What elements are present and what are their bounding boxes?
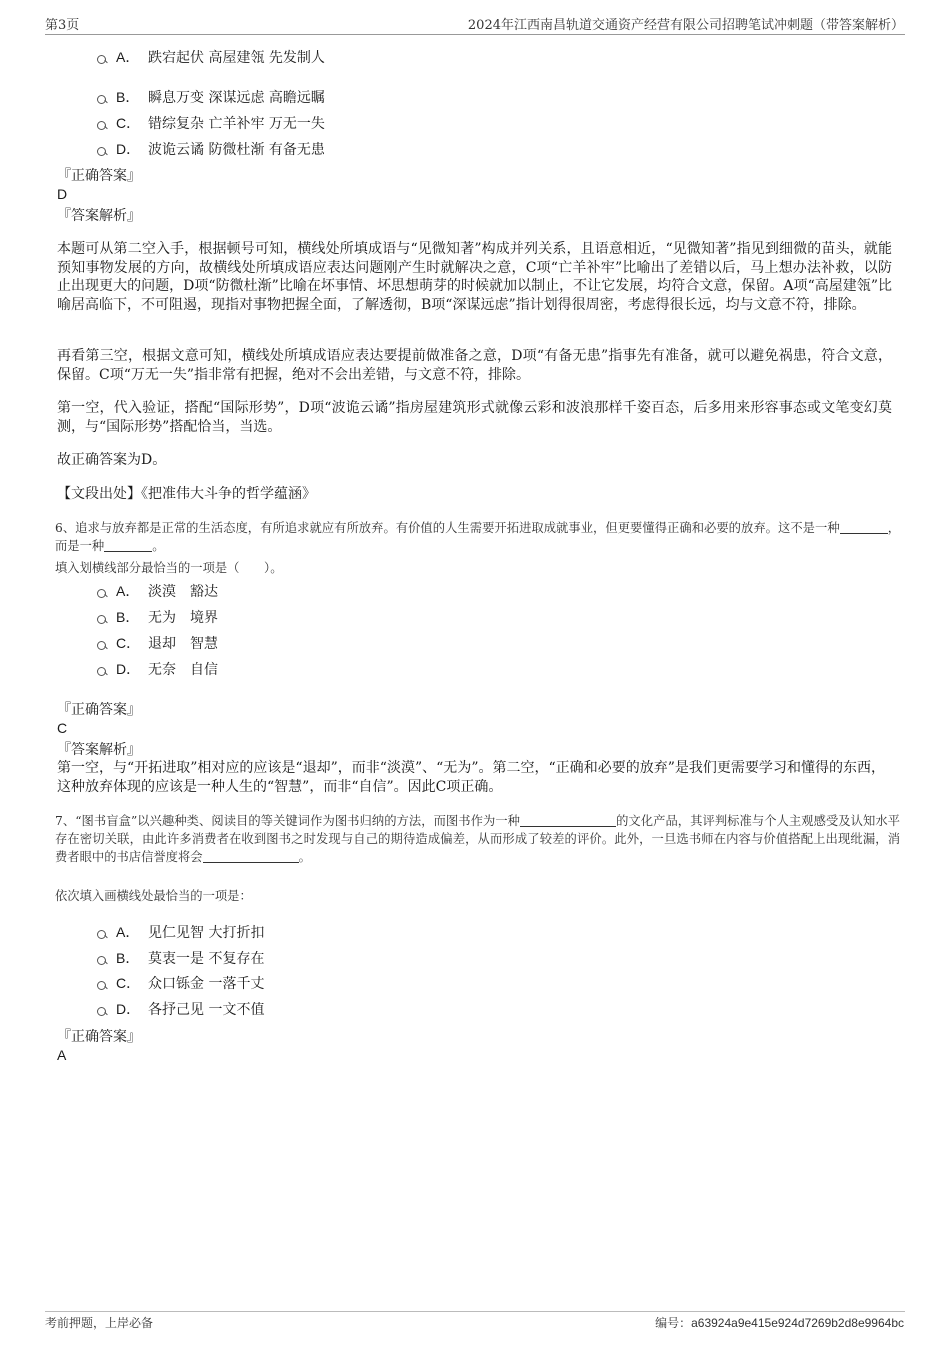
radio-icon[interactable] — [97, 589, 106, 598]
radio-icon[interactable] — [97, 147, 106, 156]
q7-option-a[interactable]: A． 见仁见智 大打折扣 — [97, 922, 264, 943]
q5-analysis-paragraph-3: 第一空，代入验证，搭配“国际形势”，D项“波诡云谲”指房屋建筑形式就像云彩和波浪那样千姿百态，后多用来形容事态或文笔变幻莫测，与“国际形势”搭配恰当，当选。 — [57, 400, 892, 435]
q5-option-b[interactable]: B． 瞬息万变 深谋远虑 高瞻远瞩 — [97, 87, 325, 108]
blank-line — [840, 521, 888, 534]
q5-answer-label: 『正确答案』 — [57, 168, 141, 184]
radio-icon[interactable] — [97, 930, 106, 939]
radio-icon[interactable] — [97, 667, 106, 676]
q6-stem: 6、追求与放弃都是正常的生活态度，有所追求就应有所放弃。有价值的人生需要开拓进取成就事业，但更要懂得正确和必要的放弃。这不是一种 ，而是一种 。 — [55, 521, 900, 553]
q5-source: 【文段出处】《把准伟大斗争的哲学蕴涵》 — [57, 486, 316, 502]
q7-stem: 7、“图书盲盒”以兴趣种类、阅读目的等关键词作为图书归纳的方法，而图书作为一种 的文化产品，其评判标准与个人主观感受及认知水平存在密切关联，由此许多消费者在收到图书之时发现与自己的期待造成偏差，从而形成了较差的评价。此外，一旦选书师在内容与价值搭配上出现纰漏，消费者眼中的书店信誉度将会 。 — [55, 814, 900, 864]
q6-option-d[interactable]: D． 无奈 自信 — [97, 659, 218, 680]
q6-option-c[interactable]: C． 退却 智慧 — [97, 633, 218, 654]
page-number: 第3页 — [45, 18, 80, 33]
q5-answer: D — [57, 186, 68, 202]
q7-answer: A — [57, 1047, 67, 1063]
radio-icon[interactable] — [97, 1007, 106, 1016]
radio-icon[interactable] — [97, 956, 106, 965]
footer-divider — [45, 1311, 905, 1312]
blank-line — [203, 850, 299, 863]
q5-analysis-paragraph-2: 再看第三空，根据文意可知，横线处所填成语应表达要提前做准备之意，D项“有备无患”指事先有准备，就可以避免祸患，符合文意，保留。C项“万无一失”指非常有把握，绝对不会出差错，与文意不符，排除。 — [57, 348, 892, 383]
q5-option-c[interactable]: C． 错综复杂 亡羊补牢 万无一失 — [97, 113, 325, 134]
blank-line — [104, 539, 152, 552]
q6-answer: C — [57, 720, 68, 736]
q6-option-a[interactable]: A． 淡漠 豁达 — [97, 581, 218, 602]
q6-analysis-label: 『答案解析』 — [57, 742, 141, 758]
q7-answer-label: 『正确答案』 — [57, 1029, 141, 1045]
q7-option-c[interactable]: C． 众口铄金 一落千丈 — [97, 973, 264, 994]
radio-icon[interactable] — [97, 55, 106, 64]
q6-analysis: 第一空，与“开拓进取”相对应的应该是“退却”，而非“淡漠”、“无为”。第二空，“正确和必要的放弃”是我们更需要学习和懂得的东西，这种放弃体现的应该是一种人生的“智慧”，而非“自信”。因此C项正确。 — [57, 760, 885, 795]
footer-slogan: 考前押题，上岸必备 — [45, 1316, 154, 1330]
q6-option-b[interactable]: B． 无为 境界 — [97, 607, 218, 628]
blank-line — [520, 814, 616, 827]
header-divider — [45, 34, 905, 35]
document-title: 2024年江西南昌轨道交通资产经营有限公司招聘笔试冲刺题（带答案解析） — [467, 18, 904, 33]
footer-code: 编号：a63924a9e415e924d7269b2d8e9964bc — [655, 1316, 904, 1330]
q6-prompt: 填入划横线部分最恰当的一项是（ ）。 — [55, 561, 283, 575]
q5-option-a[interactable]: A． 跌宕起伏 高屋建瓴 先发制人 — [97, 47, 325, 68]
q5-analysis-paragraph-4: 故正确答案为D。 — [57, 452, 167, 468]
q6-answer-label: 『正确答案』 — [57, 702, 141, 718]
q7-option-d[interactable]: D． 各抒己见 一文不值 — [97, 999, 264, 1020]
q5-analysis-label: 『答案解析』 — [57, 208, 141, 224]
radio-icon[interactable] — [97, 95, 106, 104]
radio-icon[interactable] — [97, 615, 106, 624]
q5-option-d[interactable]: D． 波诡云谲 防微杜渐 有备无患 — [97, 139, 325, 160]
q7-option-b[interactable]: B． 莫衷一是 不复存在 — [97, 948, 264, 969]
radio-icon[interactable] — [97, 121, 106, 130]
radio-icon[interactable] — [97, 641, 106, 650]
q7-prompt: 依次填入画横线处最恰当的一项是： — [55, 889, 252, 903]
radio-icon[interactable] — [97, 981, 106, 990]
q5-analysis-paragraph-1: 本题可从第二空入手，根据顿号可知，横线处所填成语与“见微知著”构成并列关系，且语意相近，“见微知著”指见到细微的苗头，就能预知事物发展的方向，故横线处所填成语应表达问题刚产生时就解决之意，C项“亡羊补牢”比喻出了差错以后，马上想办法补救，以防止出现更大的问题，D项“防微杜渐”比喻在坏事情、坏思想萌芽的时候就加以制止，不让它发展，均符合文意，保留。A项“高屋建瓴”比喻居高临下，不可阻遏，现指对事物把握全面，了解透彻，B项“深谋远虑”指计划得很周密，考虑得很长远，均与文意不符，排除。 — [57, 241, 892, 313]
